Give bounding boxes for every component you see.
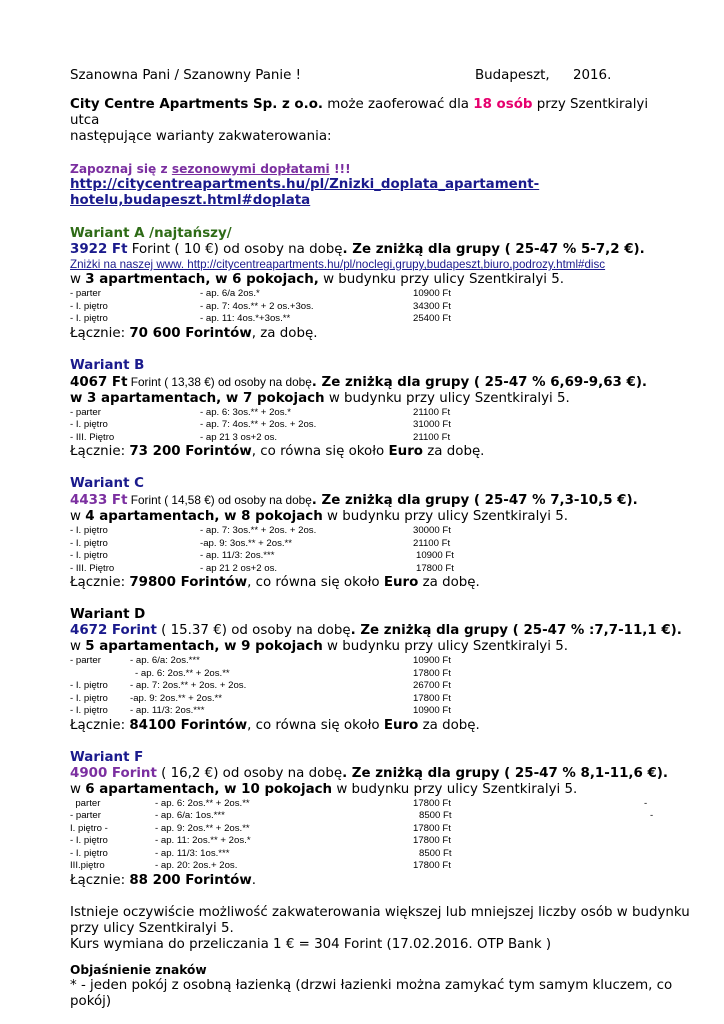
price: 10900 Ft xyxy=(413,655,451,666)
apartment: - ap. 6: 2os.** + 2os.** xyxy=(155,797,250,809)
price: 17800 Ft xyxy=(413,835,451,846)
apartment: - ap. 11/3: 1os.*** xyxy=(155,847,230,859)
variant-f xyxy=(70,750,670,889)
price: 8500 Ft xyxy=(419,810,452,821)
stray-dash: - xyxy=(650,810,654,821)
list-item xyxy=(70,798,670,811)
list-item xyxy=(70,538,670,551)
apartment: - ap. 7: 4os.** + 2 os.+3os. xyxy=(200,300,314,312)
apartment: - ap. 11/3: 2os.*** xyxy=(200,550,275,561)
price: 17800 Ft xyxy=(413,797,451,809)
legend xyxy=(70,962,673,1010)
apartment: - ap. 9: 2os.** + 2os.** xyxy=(155,822,250,834)
location-rest: w budynku przy ulicy Szentkiralyi 5. xyxy=(318,272,565,287)
variant-discount: . Ze zniżką dla grupy ( 25-47 % 8,1-11,6 €). xyxy=(342,765,669,781)
apartment-list xyxy=(70,288,670,326)
variant-price-line xyxy=(70,766,670,782)
price: 17800 Ft xyxy=(413,860,451,871)
list-item xyxy=(70,835,670,848)
location-bold: 6 apartamentach, w 10 pokojach xyxy=(85,781,333,797)
intro-line-1 xyxy=(70,97,670,129)
variant-price-rest: Forint ( 14,58 €) od osoby na dobę xyxy=(127,493,312,507)
total-prefix: Łącznie: xyxy=(70,717,130,733)
total-amount: 79800 Forintów xyxy=(129,575,248,590)
surcharge-url-line-1[interactable]: http://citycentreapartments.hu/pl/Znizki_doplata_apartament- xyxy=(70,177,540,192)
total-euro: Euro xyxy=(383,575,419,590)
apartment: - ap 21 3 os+2 os. xyxy=(200,431,278,443)
variant-d xyxy=(70,607,682,734)
apartment: - ap. 20: 2os.+ 2os. xyxy=(155,860,238,871)
list-item xyxy=(70,419,670,432)
apartment: - ap. 11: 4os.*+3os.** xyxy=(200,313,291,324)
floor: - I. piętro xyxy=(70,847,108,859)
price: 31000 Ft xyxy=(413,419,451,430)
location-rest: w budynku przy ulicy Szentkiralyi 5. xyxy=(322,639,568,654)
floor: - parter xyxy=(70,288,101,299)
total-end: za dobę. xyxy=(418,717,480,733)
floor: - I. piętro xyxy=(70,692,108,704)
floor: - I. piętro xyxy=(70,300,108,312)
list-item xyxy=(70,550,670,563)
promo-prefix: Zapoznaj się z xyxy=(70,162,172,176)
total-euro: Euro xyxy=(388,444,423,459)
apartment: - ap. 6/a: 2os.*** xyxy=(130,655,200,666)
floor: - parter xyxy=(70,810,101,821)
total-rest: , co równa się około xyxy=(247,717,384,733)
list-item xyxy=(70,288,670,301)
price: 17800 Ft xyxy=(413,667,451,679)
variant-discount: . Ze zniżką dla grupy ( 25-47 % 7,3-10,5 €). xyxy=(311,493,638,508)
apartment: -ap. 9: 2os.** + 2os.** xyxy=(130,692,222,704)
year: 2016. xyxy=(573,68,612,83)
price: 8500 Ft xyxy=(419,847,452,859)
apartment-list xyxy=(70,655,670,718)
price: 10900 Ft xyxy=(413,705,451,716)
location-bold: w 3 apartamentach, w 7 pokojach xyxy=(70,390,325,406)
variant-price: 4433 Ft xyxy=(70,493,128,508)
apartment: - ap. 6: 2os.** + 2os.** xyxy=(135,667,230,679)
price: 21100 Ft xyxy=(413,537,451,549)
company-name: City Centre Apartments Sp. z o.o. xyxy=(70,97,323,112)
total-rest: , co równa się około xyxy=(247,575,384,590)
list-item xyxy=(70,563,670,576)
apartment-list xyxy=(70,525,670,575)
price: 30000 Ft xyxy=(413,525,451,536)
apartment: - ap. 6: 3os.** + 2os.* xyxy=(200,406,291,418)
variant-price-line xyxy=(70,623,682,639)
floor: - I. piętro xyxy=(70,537,108,549)
total-prefix: Łącznie: xyxy=(70,872,130,888)
note-line-1: Istnieje oczywiście możliwość zakwaterowania większej lub mniejszej liczby osób w budynku xyxy=(70,904,690,920)
floor: - III. Piętro xyxy=(70,431,115,443)
discount-link[interactable]: Zniżki na naszej www. http://citycentreapartments.hu/pl/noclegi,grupy,budapeszt,biuro,podrozy.html#disc xyxy=(70,258,606,271)
apartment: - ap. 7: 2os.** + 2os. + 2os. xyxy=(130,680,247,691)
intro-text-tail: przy Szentkiralyi utca xyxy=(70,97,649,128)
stray-dash: - xyxy=(644,797,648,809)
location-prefix: w xyxy=(70,781,86,797)
intro-text: może zaoferować dla xyxy=(323,97,474,112)
location-bold: 5 apartamentach, w 9 pokojach xyxy=(85,639,323,654)
variant-total xyxy=(70,873,670,889)
location-prefix: w xyxy=(70,509,86,524)
apartment-list xyxy=(70,798,670,873)
greeting: Szanowna Pani / Szanowny Panie ! xyxy=(70,68,302,83)
apartment: - ap. 7: 3os.** + 2os. + 2os. xyxy=(200,525,317,536)
total-end: za dobę. xyxy=(418,575,480,590)
list-item xyxy=(70,668,670,681)
variant-price-rest: ( 15.37 €) od osoby na dobę xyxy=(156,623,351,638)
location-rest: w budynku przy ulicy Szentkiralyi 5. xyxy=(322,509,568,524)
price: 17800 Ft xyxy=(416,562,454,574)
variant-location xyxy=(70,639,670,655)
variant-price-rest: Forint ( 13,38 €) od osoby na dobę xyxy=(127,374,312,389)
apartment: -ap. 9: 3os.** + 2os.** xyxy=(200,537,292,549)
variant-location xyxy=(70,391,670,407)
list-item xyxy=(70,680,670,693)
floor: - I. piętro xyxy=(70,680,108,691)
price: 21100 Ft xyxy=(413,406,451,418)
surcharge-url[interactable] xyxy=(70,177,670,209)
location-prefix: w xyxy=(70,272,86,287)
total-rest: , za dobę. xyxy=(251,325,318,341)
variant-title: Wariant C xyxy=(70,476,144,491)
floor: - I. piętro xyxy=(70,705,108,716)
price: 25400 Ft xyxy=(413,313,451,324)
variant-price: 4067 Ft xyxy=(70,374,128,390)
list-item xyxy=(70,823,670,836)
variant-location xyxy=(70,782,670,798)
floor: - I. piętro xyxy=(70,550,108,561)
apartment: - ap. 6/a 2os.* xyxy=(200,288,260,299)
list-item xyxy=(70,860,670,873)
location-rest: w budynku przy ulicy Szentkiralyi 5. xyxy=(324,390,570,406)
variant-price: 4672 Forint xyxy=(70,623,157,638)
variant-price-line xyxy=(70,374,670,391)
variant-discount: . Ze zniżką dla grupy ( 25-47 % 5-7,2 €). xyxy=(342,242,645,257)
list-item xyxy=(70,432,670,445)
floor: - I. piętro xyxy=(70,313,108,324)
apartment: - ap 21 2 os+2 os. xyxy=(200,562,278,574)
legend-title: Objaśnienie znaków xyxy=(70,962,207,977)
floor: III.piętro xyxy=(70,860,105,871)
intro-line-2: następujące warianty zakwaterowania: xyxy=(70,129,332,144)
apartment-list xyxy=(70,407,670,445)
promo xyxy=(70,162,670,209)
price: 26700 Ft xyxy=(413,680,451,691)
variant-price: 4900 Forint xyxy=(70,765,157,781)
promo-suffix: !!! xyxy=(329,162,351,176)
letter-header xyxy=(70,68,670,84)
total-amount: 73 200 Forintów xyxy=(129,444,252,459)
list-item xyxy=(70,655,670,668)
floor: - I. piętro xyxy=(70,835,108,846)
variant-a xyxy=(70,226,670,342)
floor: - III. Piętro xyxy=(70,562,115,574)
total-amount: 70 600 Forintów xyxy=(129,325,252,341)
legend-line-1: * - jeden pokój z osobną łazienką (drzwi łazienki można zamykać tym samym kluczem, co xyxy=(70,977,673,993)
promo-line xyxy=(70,162,670,177)
apartment: - ap. 11: 2os.** + 2os.* xyxy=(155,835,251,846)
note-line-2: przy ulicy Szentkiralyi 5. xyxy=(70,920,234,936)
apartment: - ap. 6/a: 1os.*** xyxy=(155,810,225,821)
city: Budapeszt, xyxy=(475,68,550,83)
list-item xyxy=(70,705,670,718)
closing-notes xyxy=(70,904,690,953)
floor: parter xyxy=(70,797,101,809)
variant-title: Wariant A /najtańszy/ xyxy=(70,226,232,241)
apartment: - ap. 11/3: 2os.*** xyxy=(130,705,205,716)
location-prefix: w xyxy=(70,639,86,654)
variant-total xyxy=(70,326,670,342)
list-item xyxy=(70,848,670,861)
variant-price-line xyxy=(70,242,670,258)
total-rest: . xyxy=(251,872,257,888)
variant-title: Wariant F xyxy=(70,749,144,765)
total-amount: 84100 Forintów xyxy=(129,717,248,733)
total-end: za dobę. xyxy=(423,444,485,459)
variant-location xyxy=(70,509,670,525)
price: 10900 Ft xyxy=(416,550,454,561)
price: 34300 Ft xyxy=(413,300,451,312)
location-bold: 3 apartmentach, w 6 pokojach, xyxy=(85,272,319,287)
people-count: 18 osób xyxy=(473,97,533,112)
list-item xyxy=(70,407,670,420)
variant-total xyxy=(70,575,670,591)
variant-location xyxy=(70,272,670,288)
price: 17800 Ft xyxy=(413,822,451,834)
document-page xyxy=(70,68,690,1010)
variant-price-line xyxy=(70,492,670,509)
price: 10900 Ft xyxy=(413,288,451,299)
surcharge-link[interactable]: sezonowymi dopłatami xyxy=(171,162,330,176)
variant-total xyxy=(70,718,670,734)
floor: I. piętro - xyxy=(70,822,108,834)
floor: - parter xyxy=(70,406,101,418)
list-item xyxy=(70,301,670,314)
floor: - I. piętro xyxy=(70,525,108,536)
total-prefix: Łącznie: xyxy=(70,444,130,459)
variant-price-rest: Forint ( 10 €) od osoby na dobę xyxy=(127,242,343,257)
list-item xyxy=(70,810,670,823)
variant-title: Wariant D xyxy=(70,607,146,622)
total-prefix: Łącznie: xyxy=(70,575,130,590)
variant-title: Wariant B xyxy=(70,357,145,373)
apartment: - ap. 7: 4os.** + 2os. + 2os. xyxy=(200,419,317,430)
legend-line-2: pokój) xyxy=(70,993,112,1009)
exchange-rate: Kurs wymiana do przeliczania 1 € = 304 Forint (17.02.2016. OTP Bank ) xyxy=(70,936,552,952)
variant-b xyxy=(70,358,670,461)
location-rest: w budynku przy ulicy Szentkiralyi 5. xyxy=(332,781,578,797)
variant-total xyxy=(70,444,670,460)
total-amount: 88 200 Forintów xyxy=(129,872,252,888)
price: 21100 Ft xyxy=(413,431,451,443)
list-item xyxy=(70,693,670,706)
surcharge-url-line-2[interactable]: hotelu,budapeszt.html#doplata xyxy=(70,193,311,208)
total-euro: Euro xyxy=(383,717,419,733)
intro xyxy=(70,97,670,145)
location-bold: 4 apartamentach, w 8 pokojach xyxy=(85,509,323,524)
price: 17800 Ft xyxy=(413,692,451,704)
floor: - parter xyxy=(70,655,101,666)
list-item xyxy=(70,313,670,326)
list-item xyxy=(70,525,670,538)
variant-discount: . Ze zniżką dla grupy ( 25-47 % :7,7-11,1 €). xyxy=(350,623,682,638)
floor: - I. piętro xyxy=(70,419,108,430)
variant-c xyxy=(70,476,670,591)
total-prefix: Łącznie: xyxy=(70,325,130,341)
variant-price: 3922 Ft xyxy=(70,242,128,257)
variant-discount: . Ze zniżką dla grupy ( 25-47 % 6,69-9,63 €). xyxy=(311,374,648,390)
variant-price-rest: ( 16,2 €) od osoby na dobę xyxy=(156,765,343,781)
total-rest: , co równa się około xyxy=(251,444,389,459)
